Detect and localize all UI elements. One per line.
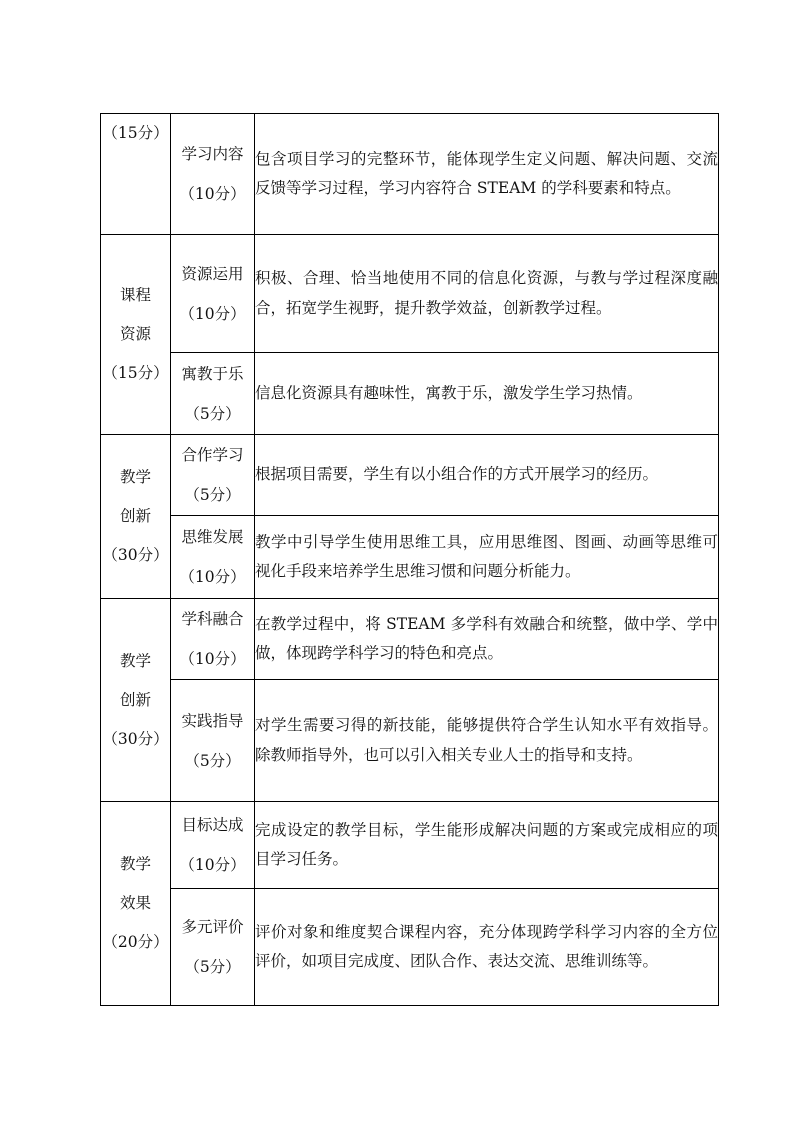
description-cell: 教学中引导学生使用思维工具，应用思维图、图画、动画等思维可视化手段来培养学生思维习惯和问题分析能力。 <box>255 516 719 599</box>
table-row <box>101 516 719 599</box>
category-label: 教学 <box>119 651 151 670</box>
table-row <box>101 889 719 1006</box>
category-cell <box>101 599 171 802</box>
category-score: （20分） <box>102 933 169 951</box>
criterion-label: 学科融合 <box>181 610 244 628</box>
description-cell: 积极、合理、恰当地使用不同的信息化资源，与教与学过程深度融合，拓宽学生视野，提升教学效益，创新教学过程。 <box>255 235 719 353</box>
criterion-cell <box>171 353 255 435</box>
criterion-score: （10分） <box>179 856 246 874</box>
category-cell <box>101 114 171 235</box>
description-cell: 评价对象和维度契合课程内容，充分体现跨学科学习内容的全方位评价，如项目完成度、团队合作、表达交流、思维训练等。 <box>255 889 719 1006</box>
criterion-score: （10分） <box>179 568 246 586</box>
criterion-score: （5分） <box>184 751 241 770</box>
category-label: 创新 <box>119 507 151 525</box>
criterion-cell <box>171 599 255 680</box>
category-cell <box>101 435 171 599</box>
criterion-cell <box>171 680 255 802</box>
criterion-score: （10分） <box>179 650 246 668</box>
criterion-cell <box>171 235 255 353</box>
criterion-label: 合作学习 <box>181 446 244 464</box>
table-row <box>101 680 719 802</box>
description-cell: 在教学过程中，将 STEAM 多学科有效融合和统整，做中学、学中做，体现跨学科学习的特色和亮点。 <box>255 599 719 680</box>
criterion-score: （10分） <box>179 185 246 203</box>
criterion-score: （5分） <box>184 958 241 976</box>
table-row <box>101 802 719 889</box>
category-label: 效果 <box>119 894 151 912</box>
criterion-score: （5分） <box>184 404 241 423</box>
description-cell: 完成设定的教学目标，学生能形成解决问题的方案或完成相应的项目学习任务。 <box>255 802 719 889</box>
description-cell: 根据项目需要，学生有以小组合作的方式开展学习的经历。 <box>255 435 719 516</box>
description-cell: 对学生需要习得的新技能，能够提供符合学生认知水平有效指导。除教师指导外，也可以引入相关专业人士的指导和支持。 <box>255 680 719 802</box>
criterion-score: （10分） <box>179 304 246 323</box>
category-label: 创新 <box>119 690 151 709</box>
table-row <box>101 435 719 516</box>
criterion-label: 多元评价 <box>181 918 244 936</box>
table-row <box>101 235 719 353</box>
category-label: 教学 <box>119 855 151 873</box>
criterion-label: 目标达成 <box>181 816 244 834</box>
criterion-label: 寓教于乐 <box>181 364 244 383</box>
table-row <box>101 599 719 680</box>
table-row <box>101 353 719 435</box>
category-score: （15分） <box>102 364 169 382</box>
table-row <box>101 114 719 235</box>
description-cell: 包含项目学习的完整环节，能体现学生定义问题、解决问题、交流反馈等学习过程，学习内容符合 STEAM 的学科要素和特点。 <box>255 114 719 235</box>
criterion-label: 学习内容 <box>181 145 244 163</box>
criterion-label: 实践指导 <box>181 711 244 730</box>
category-label: 资源 <box>119 325 151 343</box>
category-score: （30分） <box>102 729 169 748</box>
criterion-cell <box>171 516 255 599</box>
category-score: （30分） <box>102 546 169 564</box>
category-cell <box>101 235 171 435</box>
criterion-cell <box>171 435 255 516</box>
evaluation-rubric-table <box>100 113 719 1006</box>
criterion-label: 思维发展 <box>181 528 244 546</box>
criterion-cell <box>171 802 255 889</box>
category-label: 课程 <box>119 286 151 304</box>
criterion-cell <box>171 889 255 1006</box>
description-cell: 信息化资源具有趣味性，寓教于乐，激发学生学习热情。 <box>255 353 719 435</box>
criterion-cell <box>171 114 255 235</box>
category-cell <box>101 802 171 1006</box>
criterion-score: （5分） <box>184 486 241 504</box>
criterion-label: 资源运用 <box>181 264 244 283</box>
category-label: （15分） <box>102 124 169 142</box>
category-label: 教学 <box>119 468 151 486</box>
